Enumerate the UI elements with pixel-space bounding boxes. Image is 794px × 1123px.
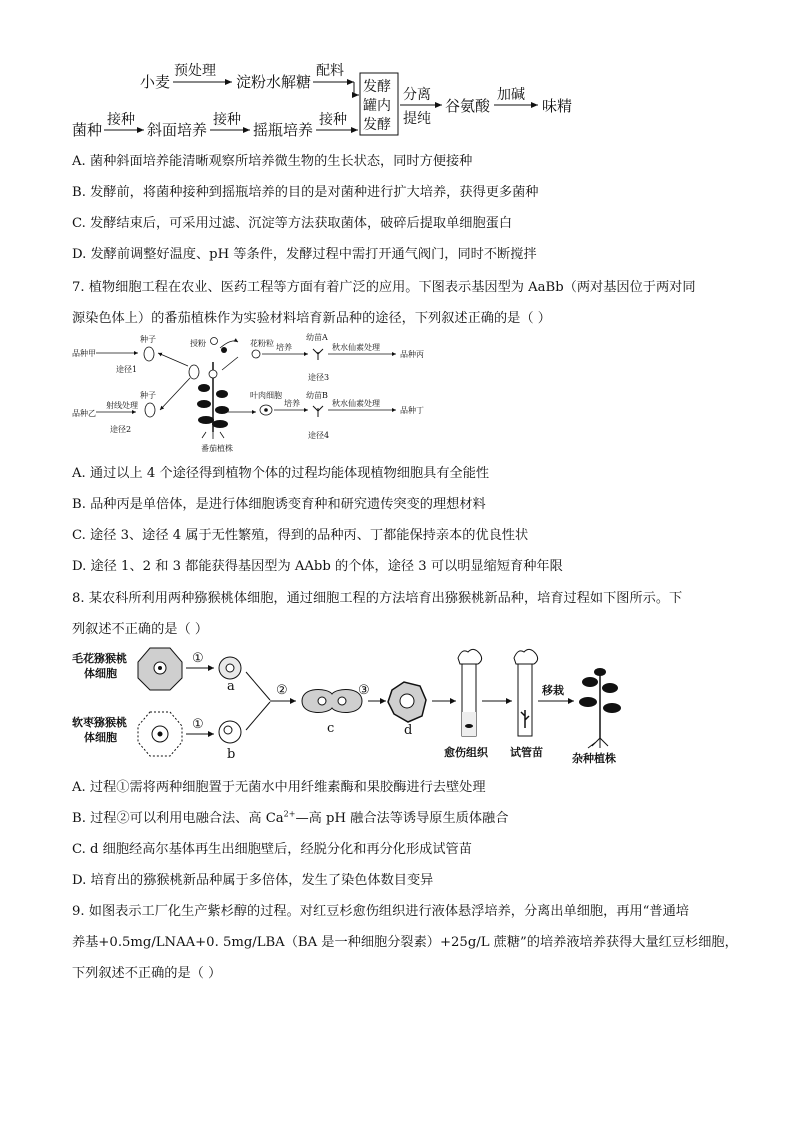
shake-label: 摇瓶培养 [253, 121, 314, 139]
q8-option-a: A. 过程①需将两种细胞置于无菌水中用纤维素酶和果胶酶进行去壁处理 [72, 780, 486, 795]
q9-line3: 下列叙述不正确的是（ ） [72, 966, 222, 981]
path1-label: 途径1 [116, 365, 138, 374]
pollinate-label: 授粉 [190, 339, 206, 348]
label-a: a [227, 679, 235, 694]
ovary-icon [189, 365, 199, 379]
step1a-label: ① [192, 651, 204, 666]
hybrid-label: 杂种植株 [572, 752, 616, 765]
wheat-label: 小麦 [140, 73, 171, 91]
pollen-label: 花粉粒 [250, 339, 274, 348]
q8-option-b-sup: 2+ [283, 809, 296, 819]
callus-label: 愈伤组织 [444, 746, 488, 759]
step2-label: ② [276, 683, 288, 698]
q8-option-b-pre: B. 过程②可以利用电融合法、高 Ca [72, 811, 284, 826]
add-alkali-label: 加碱 [497, 87, 525, 103]
cell1-label-line2: 体细胞 [84, 667, 117, 680]
fermenter-line1: 发酵 [363, 79, 391, 95]
pollen-cell-icon [252, 350, 260, 358]
path4-label: 途径4 [308, 431, 330, 440]
step1b-label: ① [192, 717, 204, 732]
seed1-label: 种子 [140, 335, 156, 344]
variety-b-label: 品种乙 [72, 409, 96, 418]
label-b: b [227, 747, 236, 762]
slant-label: 斜面培养 [147, 121, 208, 139]
seed2-label: 种子 [140, 391, 156, 400]
tube-seedling-label: 试管苗 [510, 746, 543, 759]
tomato-plant-icon [197, 362, 229, 439]
variety-c-label: 品种丙 [400, 350, 424, 359]
strain-label: 菌种 [72, 121, 103, 139]
seedling-b-label: 幼苗B [306, 391, 328, 400]
q7-stem-line2: 源染色体上）的番茄植株作为实验材料培育新品种的途径，下列叙述正确的是（ ） [72, 311, 551, 326]
tomato-breeding-diagram [70, 332, 450, 456]
mesophyll-label: 叶肉细胞 [250, 391, 282, 400]
seedling-b-icon [313, 406, 323, 417]
step3-label: ③ [358, 683, 370, 698]
q8-stem-line1: 8. 某农科所利用两种猕猴桃体细胞，通过细胞工程的方法培育出猕猴桃新品种，培育过程如下图所示。下 [72, 591, 683, 606]
cell2-label-line1: 软枣猕猴桃 [72, 716, 127, 729]
fused-cell-c-icon [302, 690, 362, 713]
q8-option-b-post: —高 pH 融合法等诱导原生质体融合 [295, 811, 509, 826]
path2-label: 途径2 [110, 425, 132, 434]
msg-label: 味精 [542, 97, 573, 115]
q9-line1: 9. 如图表示工厂化生产紫杉醇的过程。对红豆杉愈伤组织进行液体悬浮培养，分离出单细胞，再用“普通培 [72, 904, 689, 919]
separate-label: 分离 [403, 87, 431, 103]
q7-option-a: A. 通过以上 4 个途径得到植物个体的过程均能体现植物细胞具有全能性 [72, 466, 490, 481]
inoculate1-label: 接种 [107, 112, 135, 128]
pollen-grain-icon [211, 338, 218, 345]
q7-option-d: D. 途径 1、2 和 3 都能获得基因型为 AAbb 的个体，途径 3 可以明显缩短育种年限 [72, 559, 563, 574]
variety-d-label: 品种丁 [400, 406, 424, 415]
cell1-label-line1: 毛花猕猴桃 [72, 652, 127, 665]
starch-label: 淀粉水解糖 [236, 73, 312, 91]
transplant-label: 移栽 [542, 684, 564, 697]
q8-option-d: D. 培育出的猕猴桃新品种属于多倍体，发生了染色体数目变异 [72, 873, 434, 888]
label-c: c [327, 721, 335, 736]
q8-option-c: C. d 细胞经高尔基体再生出细胞壁后，经脱分化和再分化形成试管苗 [72, 842, 472, 857]
pretreat-label: 预处理 [174, 63, 216, 79]
kiwi-fusion-diagram [70, 642, 630, 772]
tomato-label: 番茄植株 [201, 444, 233, 453]
fermentation-flow-diagram [70, 55, 590, 145]
feed-label: 配料 [316, 63, 344, 79]
seedling-a-icon [313, 349, 323, 360]
q6-option-c: C. 发酵结束后，可采用过滤、沉淀等方法获取菌体，破碎后提取单细胞蛋白 [72, 216, 513, 231]
q6-option-d: D. 发酵前调整好温度、pH 等条件，发酵过程中需打开通气阀门，同时不断搅拌 [72, 247, 537, 262]
culture1-label: 培养 [276, 343, 292, 352]
q6-option-a: A. 菌种斜面培养能清晰观察所培养微生物的生长状态，同时方便接种 [72, 154, 473, 169]
q7-stem-line1: 7. 植物细胞工程在农业、医药工程等方面有着广泛的应用。下图表示基因型为 AaBb（两对基因位于两对同 [72, 280, 696, 295]
q8-stem-line2: 列叙述不正确的是（ ） [72, 622, 209, 637]
colchicine2-label: 秋水仙素处理 [332, 399, 380, 408]
seedling-tube-icon [514, 649, 538, 736]
seed1-icon [144, 347, 154, 361]
label-d: d [404, 723, 413, 738]
radiation-label: 射线处理 [106, 401, 138, 410]
variety-a-label: 品种甲 [72, 349, 96, 358]
extract-label: 提纯 [403, 111, 431, 127]
fermenter-line3: 发酵 [363, 117, 391, 133]
q9-line2: 养基+0.5mg/LNAA+0. 5mg/LBA（BA 是一种细胞分裂素）+25g/L 蔗糖”的培养液培养获得大量红豆杉细胞， [72, 935, 738, 950]
q7-option-b: B. 品种丙是单倍体，是进行体细胞诱变育种和研究遗传突变的理想材料 [72, 497, 486, 512]
fermenter-line2: 罐内 [363, 98, 391, 114]
q6-option-b: B. 发酵前，将菌种接种到摇瓶培养的目的是对菌种进行扩大培养，获得更多菌种 [72, 185, 539, 200]
colchicine1-label: 秋水仙素处理 [332, 343, 380, 352]
glutamic-label: 谷氨酸 [445, 97, 491, 115]
seedling-a-label: 幼苗A [306, 333, 328, 342]
hybrid-plant-icon [579, 668, 621, 748]
q8-option-b [72, 807, 508, 826]
path3-label: 途径3 [308, 373, 330, 382]
inoculate2-label: 接种 [213, 112, 241, 128]
cell2-label-line2: 体细胞 [84, 731, 117, 744]
q7-option-c: C. 途径 3、途径 4 属于无性繁殖，得到的品种丙、丁都能保持亲本的优良性状 [72, 528, 529, 543]
seed2-icon [145, 403, 155, 417]
callus-tube-icon [458, 649, 482, 736]
culture2-label: 培养 [284, 399, 300, 408]
inoculate3-label: 接种 [319, 112, 347, 128]
